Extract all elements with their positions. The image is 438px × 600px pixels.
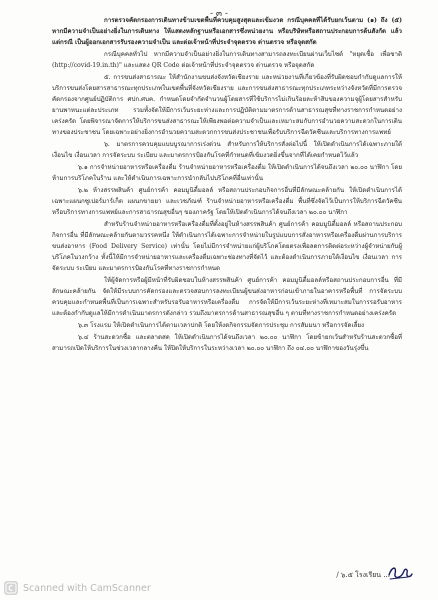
paragraph-urgent-measures: ๖. มาตรการควบคุมแบบบูรณาการเร่งด่วน สำหรับการให้บริการสั่งต่อไปนี้ ให้เปิดดำเนินการได้เฉพาะภายใต้เงื่อนไข เงื่อนเวลา การจัดระบบ ระเบียบ และมาตรการป้องกันโรคที่กำหนดที่เข้มงวดยิ่งขึ้นจากที่ได้เคยกำหนดไว้แล้ว [52, 140, 402, 159]
paragraph-mall-restaurants: สำหรับร้านจำหน่ายอาหารหรือเครื่องดื่มที่ตั้งอยู่ในห้างสรรพสินค้า ศูนย์การค้า คอมมูนิตี้มอลล์ หรือสถานประกอบกิจการอื่น ที่มีลักษณะคล้ายกันตามวรรคหนึ่ง ให้ดำเนินการได้เฉพาะการจำหน่ายในรูปแบบการสั่งอาหารหรือเครื่องดื่มผ่านการบริการขนส่งอาหาร (Food Delivery Service) เท่านั้น โดยไม่มีการจำหน่ายแก่ผู้บริโภคโดยตรงเพื่อลดการติดต่อระหว่างผู้จำหน่ายกับผู้บริโภคในวงกว้าง ทั้งนี้ให้มีการจำหน่ายอาหารและเครื่องดื่มเฉพาะช่องทางที่จัดไว้ และต้องดำเนินการภายใต้เงื่อนไข เงื่อนเวลา การจัดระบบ ระเบียบ และมาตรการป้องกันโรคที่ทางราชการกำหนด [52, 221, 402, 272]
paragraph-6-1-food: ๖.๑ การจำหน่ายอาหารหรือเครื่องดื่ม ร้านจำหน่ายอาหารหรือเครื่องดื่ม ให้เปิดดำเนินการได้จนถึงเวลา ๒๐.๐๐ นาฬิกา โดยห้ามการบริโภคในร้าน และให้ดำเนินการเฉพาะการนำกลับไปบริโภคที่อื่นเท่านั้น [52, 163, 402, 182]
paragraph-public-transport: ๕. การขนส่งสาธารณะ ให้สำนักงานขนส่งจังหวัดเชียงราย และหน่วยงานที่เกี่ยวข้องที่รับผิดชอบกำกับดูแลการให้บริการขนส่งโดยสารสาธารณะทุกประเภทในเขตพื้นที่จังหวัดเชียงราย และการขนส่งสาธารณะทุกประเภทระหว่างจังหวัดที่มีการตรวจคัดกรองจากศูนย์ปฏิบัติการ ศปก.ศบค. กำหนดโดยจำกัดจำนวนผู้โดยสารที่ใช้บริการไม่เกินร้อยละห้าสิบของความจุผู้โดยสารสำหรับยานพาหนะแต่ละประเภท รวมทั้งจัดให้มีการเว้นระยะห่างและการปฏิบัติตามมาตรการด้านสาธารณสุขที่ทางราชการกำหนดอย่างเคร่งครัด โดยพิจารณาจัดการให้บริการขนส่งสาธารณะให้เพียงพอต่อความจำเป็นและเหมาะสมกับการอำนวยความสะดวกในการเดินทางของประชาชน โดยเฉพาะอย่างยิ่งการอำนวยความสะดวกการขนส่งประชาชนเพื่อรับบริการฉีดวัคซีนและบริการทางการแพทย์ [52, 74, 402, 136]
page-number: - ๓ - [210, 9, 228, 19]
camscanner-logo-icon [4, 581, 18, 595]
signature-icon [386, 564, 414, 582]
document-body [52, 16, 402, 544]
paragraph-screening: การตรวจคัดกรองการเดินทางข้ามเขตพื้นที่ควบคุมสูงสุดและเข้มงวด กรณีบุคคลที่ได้รับยกเว้นตาม (๑) ถึง (๕) หากมีความจำเป็นอย่างยิ่งในการเดินทาง ให้แสดงหลักฐานหรือเอกสารซึ่งหน่วยงาน หรือบริษัทหรือสถานประกอบการต้นสังกัด แล้วแต่กรณี เป็นผู้ออกเอกสารรับรองความจำเป็น และต่อเจ้าหน้าที่ประจำจุดตรวจ ด่านตรวจ หรือจุดสกัด [52, 17, 402, 46]
paragraph-mall-managers: ให้ผู้จัดการหรือผู้มีหน้าที่รับผิดชอบในห้างสรรพสินค้า ศูนย์การค้า คอมมูนิตี้มอลล์หรือสถานประกอบการอื่น ที่มีลักษณะคล้ายกัน จัดให้มีระบบการคัดกรองและตรวจสอบการลงทะเบียนผู้ขนส่งอาหารก่อนเข้าภายในอาคารหรือพื้นที่ การจัดระบบควบคุมและกำหนดพื้นที่เป็นการเฉพาะสำหรับรอรับอาหารหรือเครื่องดื่ม การจัดให้มีการเว้นระยะห่างที่เหมาะสมในการรอรับอาหาร และต้องกำกับดูแลให้มีการดำเนินมาตรการดังกล่าว รวมถึงมาตรการด้านสาธารณสุขอื่น ๆ ตามที่ทางราชการกำหนดอย่างเคร่งครัด [52, 276, 402, 317]
watermark-text: Scanned with CamScanner [23, 582, 151, 594]
camscanner-watermark [4, 580, 151, 596]
paragraph-general-public: กรณีบุคคลทั่วไป หากมีความจำเป็นอย่างยิ่งในการเดินทางสามารถลงทะเบียนผ่านเว็บไซต์ "หยุดเชื้อ เพื่อชาติ (http://covid-19.in.th)" และแสดง QR Code ต่อเจ้าหน้าที่ประจำจุดตรวจ ด่านตรวจ หรือจุดสกัด [52, 51, 402, 69]
next-page-marker: / ๖.๕ โรงเรียน ... [336, 571, 390, 579]
paragraph-6-2-malls: ๖.๒ ห้างสรรพสินค้า ศูนย์การค้า คอมมูนิตี้มอลล์ หรือสถานประกอบกิจการอื่นที่มีลักษณะคล้ายกัน ให้เปิดดำเนินการได้เฉพาะแผนกซูเปอร์มาร์เก็ต แผนกขายยา และเวชภัณฑ์ ร้านจำหน่ายอาหารหรือเครื่องดื่ม พื้นที่ซึ่งจัดไว้เป็นการให้บริการฉีดวัคซีนหรือบริการทางการแพทย์และการสาธารณสุขอื่นๆ ของภาครัฐ โดยให้เปิดดำเนินการได้จนถึงเวลา ๒๐.๐๐ นาฬิกา [52, 187, 402, 216]
paragraph-6-4-convenience: ๖.๔ ร้านสะดวกซื้อ และตลาดสด ให้เปิดดำเนินการได้จนถึงเวลา ๒๐.๐๐ นาฬิกา โดยข้ายกเว้นสำหรับร้านสะดวกซื้อที่สามารถเปิดให้บริการในช่วงเวลากลางคืน ให้ปิดให้บริการในระหว่างเวลา ๒๐.๐๐ นาฬิกา ถึง ๐๔.๐๐ นาฬิกาของวันรุ่งขึ้น [52, 334, 402, 352]
paragraph-6-3-hotels: ๖.๓ โรงแรม ให้เปิดดำเนินการได้ตามเวลาปกติ โดยให้งดกิจกรรมจัดการประชุม การสัมมนา หรือการจัดเลี้ยง [78, 321, 365, 329]
